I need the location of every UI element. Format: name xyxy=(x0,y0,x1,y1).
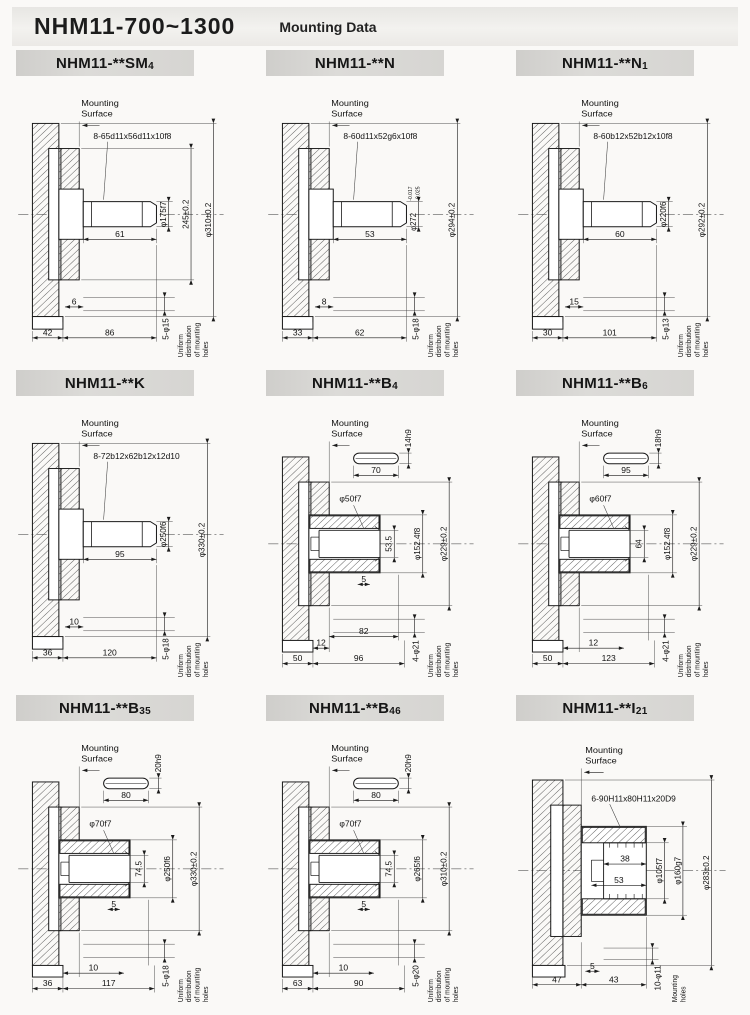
dim-label: 6 xyxy=(71,296,77,307)
dim-label: φ229±0.2 xyxy=(438,526,449,562)
title-bar xyxy=(16,695,194,721)
dim-label: 30 xyxy=(542,327,553,338)
dim-label: 5 xyxy=(361,574,367,584)
note-line: of mounting xyxy=(694,642,702,678)
note-line: of mounting xyxy=(194,642,202,678)
variant-title-sub: 1 xyxy=(642,61,649,72)
technical-drawing xyxy=(6,724,250,1006)
note-line: of mounting xyxy=(194,967,202,1003)
dim-label: 5 xyxy=(111,899,117,909)
output-shaft xyxy=(83,202,156,227)
cell-b4 xyxy=(256,370,500,681)
tolerance-label: -0.017 xyxy=(408,186,415,201)
note-line: holes xyxy=(202,661,210,678)
note-line: holes xyxy=(202,986,210,1003)
technical-drawing xyxy=(256,79,500,361)
cell-b6 xyxy=(506,370,750,681)
drawing-svg xyxy=(256,399,500,681)
spline-callout: 8-60b12x52b12x10f8 xyxy=(593,132,673,141)
key-height-label: 20h9 xyxy=(402,754,414,773)
note-line: distribution xyxy=(186,645,194,678)
page-subtitle: Mounting Data xyxy=(279,18,377,35)
variant-title-sub: 4 xyxy=(148,61,155,72)
dim-label: φ330±0.2 xyxy=(188,851,199,887)
spline-callout: 6-90H11x80H11x20D9 xyxy=(591,794,676,804)
dim-label: 80 xyxy=(371,790,381,800)
dim-label: 70 xyxy=(371,465,381,475)
note-line: distribution xyxy=(436,970,444,1003)
dim-label: 74.5 xyxy=(133,860,144,877)
variant-title: NHM11-**N xyxy=(561,54,643,72)
note-line: Uniform xyxy=(177,334,185,358)
cell-b46 xyxy=(256,695,500,1006)
note-line: holes xyxy=(702,661,710,678)
dim-label: φ283±0.2 xyxy=(700,855,711,890)
mounting-surface-label: Mounting xyxy=(585,745,623,755)
dim-label: 101 xyxy=(602,327,617,338)
output-shaft xyxy=(583,202,656,227)
drawing-svg xyxy=(256,724,500,1006)
dim-label: 12 xyxy=(316,637,326,648)
technical-drawing xyxy=(506,399,750,681)
note-line: Uniform xyxy=(677,334,685,358)
mounting-surface-label: Mounting xyxy=(81,98,119,108)
dim-label: φ152.4f8 xyxy=(411,527,423,560)
technical-drawing xyxy=(506,724,750,1006)
dim-label: 53 xyxy=(614,875,624,885)
note-line: distribution xyxy=(686,645,694,678)
note-line: holes xyxy=(452,341,460,358)
dim-label: φ294±0.2 xyxy=(446,202,457,238)
title-bar xyxy=(516,695,694,721)
dim-label: 47 xyxy=(552,974,562,985)
mounting-surface-label: Mounting xyxy=(581,98,619,108)
title-bar xyxy=(266,695,444,721)
note-line: Uniform xyxy=(177,979,185,1003)
dim-label: φ160g7 xyxy=(672,856,683,885)
drawing-svg xyxy=(6,724,250,1006)
dim-label: φ272 xyxy=(408,212,419,231)
technical-drawing xyxy=(6,79,250,361)
note-line: Uniform xyxy=(427,654,435,678)
dim-label: φ250f6 xyxy=(157,521,169,547)
holes-label: 4-φ21 xyxy=(410,640,421,662)
output-shaft xyxy=(333,202,406,227)
dim-label: 120 xyxy=(102,647,117,658)
technical-drawing xyxy=(6,399,250,681)
dim-label: 53.5 xyxy=(383,535,394,552)
note-line: holes xyxy=(452,986,460,1003)
dim-label: 96 xyxy=(353,653,364,664)
note-line: holes xyxy=(702,341,710,358)
mounting-surface-label: Surface xyxy=(581,428,613,439)
note-line: Uniform xyxy=(427,979,435,1003)
mounting-surface-label: Surface xyxy=(331,428,363,439)
dim-label: 60 xyxy=(615,229,625,239)
note-line: distribution xyxy=(436,645,444,678)
note-line: of mounting xyxy=(194,322,202,358)
dim-label: 95 xyxy=(621,465,631,475)
variant-title-sub: 35 xyxy=(139,706,151,717)
spline-callout: 8-60d11x52g6x10f8 xyxy=(343,132,418,141)
note-line: Uniform xyxy=(427,334,435,358)
dim-label: 10 xyxy=(88,962,99,973)
title-bar xyxy=(266,50,444,76)
note-line: distribution xyxy=(186,970,194,1003)
dim-label: 36 xyxy=(42,647,53,658)
note-line: of mounting xyxy=(444,322,452,358)
dim-label: 10 xyxy=(69,616,79,627)
technical-drawing xyxy=(506,79,750,361)
dim-label: 12 xyxy=(588,637,599,648)
title-bar xyxy=(16,370,194,396)
dim-label: 90 xyxy=(353,978,364,989)
note-line: Uniform xyxy=(177,654,185,678)
spline-callout: 8-65d11x56d11x10f8 xyxy=(93,132,172,141)
note-line: holes xyxy=(680,986,688,1003)
variant-title: NHM11-**SM xyxy=(55,54,149,72)
dim-label: 36 xyxy=(42,978,53,989)
title-bar xyxy=(266,370,444,396)
title-bar xyxy=(516,50,694,76)
dim-label: 80 xyxy=(121,790,131,800)
mounting-surface-label: Mounting xyxy=(81,418,119,428)
holes-label: 5-φ15 xyxy=(160,318,171,340)
dim-label: 15 xyxy=(569,296,579,307)
holes-label: 5-φ18 xyxy=(160,638,171,660)
variant-title: NHM11-**B xyxy=(59,699,140,717)
dim-label: 82 xyxy=(359,626,369,637)
dim-label: φ292±0.2 xyxy=(696,202,707,238)
dim-label: 33 xyxy=(292,327,303,338)
holes-label: 5-φ18 xyxy=(160,965,171,987)
mounting-surface-label: Surface xyxy=(331,753,363,764)
dim-label: φ229±0.2 xyxy=(688,526,699,562)
dim-label: 245±0.2 xyxy=(180,199,191,229)
dim-label: 61 xyxy=(115,229,125,239)
dim-label: φ152.4f8 xyxy=(661,527,673,560)
mounting-surface-label: Mounting xyxy=(331,418,369,428)
mounting-surface-label: Surface xyxy=(331,108,363,119)
variant-title: NHM11-**B xyxy=(309,699,390,717)
note-line: distribution xyxy=(686,325,694,358)
holes-label: 10-φ11 xyxy=(652,965,663,991)
spline-callout: 8-72b12x62b12x12d10 xyxy=(93,452,180,461)
key-height-label: 18h9 xyxy=(652,429,664,448)
dim-label: φ220f6 xyxy=(657,201,669,227)
dim-label: φ105f7 xyxy=(653,858,665,884)
dim-label: 10 xyxy=(338,962,349,973)
holes-label: 5-φ13 xyxy=(660,318,671,340)
key-height-label: 14h9 xyxy=(402,429,414,448)
holes-label: 4-φ21 xyxy=(660,640,671,662)
mounting-surface-label: Mounting xyxy=(81,743,119,753)
dim-label: 53 xyxy=(365,229,375,239)
dim-label: 95 xyxy=(115,549,125,559)
output-shaft xyxy=(83,522,156,547)
dim-label: φ310±0.2 xyxy=(438,851,449,887)
dim-label: 5 xyxy=(361,899,367,909)
dim-label: 50 xyxy=(542,653,553,664)
dim-label: 38 xyxy=(620,853,630,864)
dim-label: 50 xyxy=(292,653,303,664)
variant-title: NHM11-**N xyxy=(314,54,396,72)
variant-title: NHM11-**B xyxy=(311,374,393,392)
mounting-surface-label: Surface xyxy=(585,755,617,766)
mounting-surface-label: Mounting xyxy=(331,743,369,753)
drawing-svg xyxy=(6,399,250,681)
drawing-svg xyxy=(6,79,250,361)
title-bar xyxy=(16,50,194,76)
drawing-svg xyxy=(256,79,500,361)
note-line: holes xyxy=(202,341,210,358)
cell-b35 xyxy=(6,695,250,1006)
note-line: of mounting xyxy=(444,967,452,1003)
dim-label: φ250f6 xyxy=(161,856,173,882)
dim-label: φ330±0.2 xyxy=(196,522,207,558)
dim-label: φ310±0.2 xyxy=(202,202,213,238)
note-line: distribution xyxy=(436,325,444,358)
dim-label: 86 xyxy=(104,327,115,338)
drawing-svg xyxy=(506,399,750,681)
variant-title: NHM11-**B xyxy=(561,374,643,392)
dim-label: 123 xyxy=(601,653,616,664)
model-range-title: NHM11-700~1300 xyxy=(34,13,236,39)
cell-i21 xyxy=(506,695,750,1006)
variant-title-sub: 4 xyxy=(392,381,399,392)
dim-label: 117 xyxy=(101,978,116,989)
variant-title: NHM11-**K xyxy=(64,374,146,392)
mounting-surface-label: Surface xyxy=(81,108,113,119)
dim-label: 5 xyxy=(590,961,595,971)
note-line: of mounting xyxy=(444,642,452,678)
note-line: distribution xyxy=(186,325,194,358)
mounting-surface-label: Mounting xyxy=(331,98,369,108)
cell-k xyxy=(6,370,250,681)
dim-label: 74.5 xyxy=(383,860,394,877)
holes-label: 5-φ20 xyxy=(410,965,421,987)
dim-label: 64 xyxy=(633,539,644,549)
mounting-surface-label: Surface xyxy=(581,108,613,119)
dim-label: φ265f6 xyxy=(411,856,423,882)
note-line: of mounting xyxy=(694,322,702,358)
bore-callout: φ70f7 xyxy=(339,818,362,829)
cell-n1 xyxy=(506,50,750,361)
note-line: holes xyxy=(452,661,460,678)
holes-label: 5-φ18 xyxy=(410,318,421,340)
key-height-label: 20h9 xyxy=(152,754,164,773)
dim-label: φ175f7 xyxy=(157,201,169,227)
variant-title: NHM11-**I xyxy=(562,699,636,717)
bore-callout: φ50f7 xyxy=(339,493,362,504)
technical-drawing xyxy=(256,724,500,1006)
cell-sm4 xyxy=(6,50,250,361)
drawing-svg xyxy=(506,79,750,361)
drawing-svg xyxy=(506,724,750,1006)
variant-title-sub: 21 xyxy=(635,706,648,717)
cell-n xyxy=(256,50,500,361)
bore-callout: φ60f7 xyxy=(589,493,612,504)
dim-label: 63 xyxy=(292,978,303,989)
page-header xyxy=(12,7,738,46)
dim-label: 43 xyxy=(609,974,619,985)
mounting-surface-label: Surface xyxy=(81,428,113,439)
variant-title-sub: 6 xyxy=(642,381,649,392)
dim-label: 42 xyxy=(42,327,53,338)
title-bar xyxy=(516,370,694,396)
mounting-surface-label: Mounting xyxy=(581,418,619,428)
bore-callout: φ70f7 xyxy=(89,818,112,829)
dim-label: 8 xyxy=(321,296,327,307)
note-line: Mounting xyxy=(671,975,679,1003)
technical-drawing xyxy=(256,399,500,681)
note-line: Uniform xyxy=(677,654,685,678)
tolerance-label: -0.025 xyxy=(415,186,422,201)
variant-title-sub: 46 xyxy=(389,706,401,717)
dim-label: 62 xyxy=(354,327,365,338)
mounting-surface-label: Surface xyxy=(81,753,113,764)
